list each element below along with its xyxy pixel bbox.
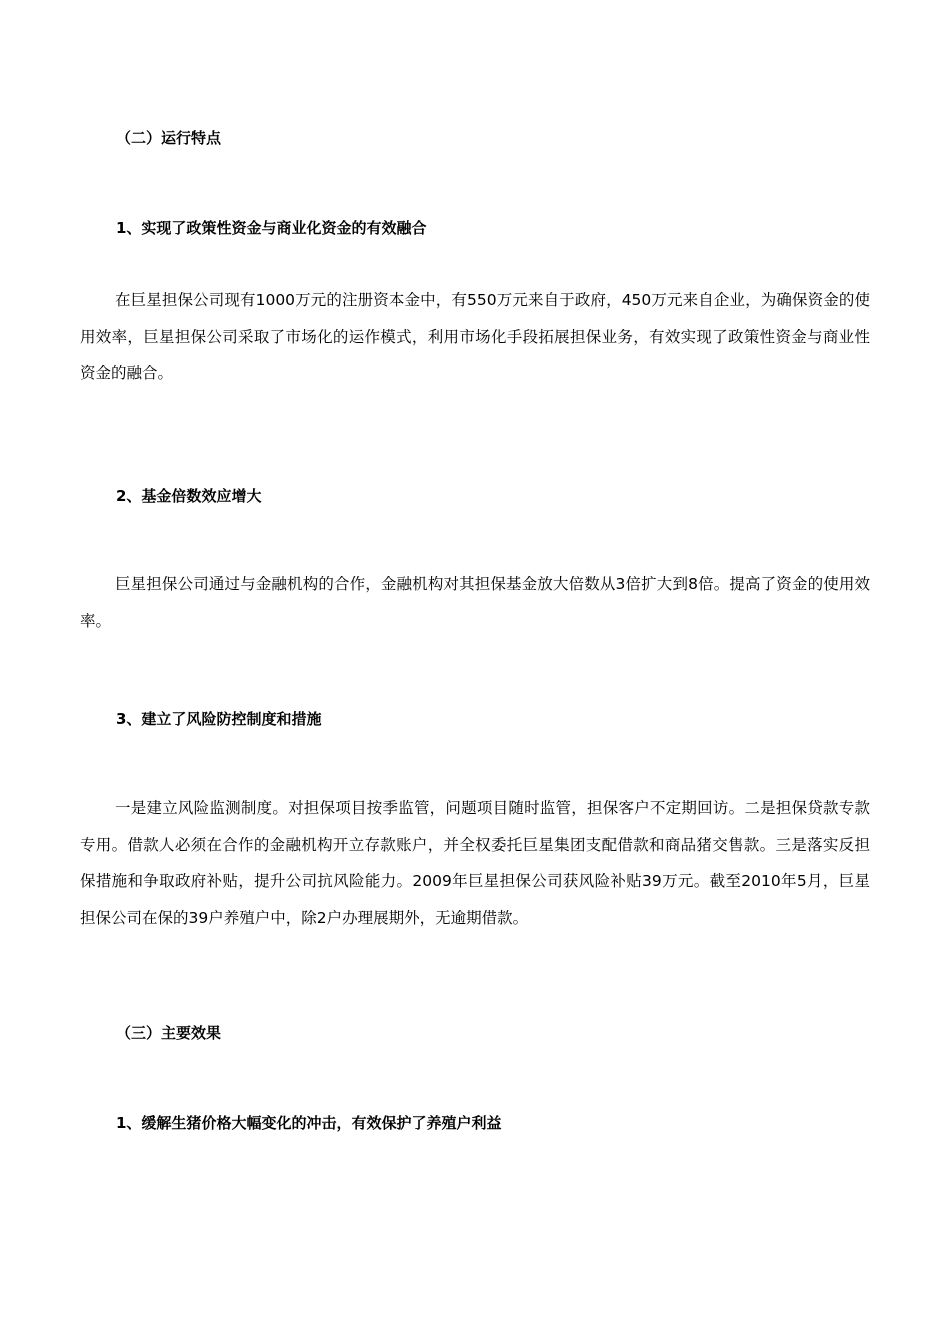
subheading-price-shock: 1、缓解生猪价格大幅变化的冲击，有效保护了养殖户利益 xyxy=(116,1114,502,1132)
subheading-fund-multiplier: 2、基金倍数效应增大 xyxy=(116,487,262,505)
paragraph-fund-multiplier: 巨星担保公司通过与金融机构的合作，金融机构对其担保基金放大倍数从3倍扩大到8倍。提高了资金的使用效率。 xyxy=(80,575,870,630)
subheading-risk-control: 3、建立了风险防控制度和措施 xyxy=(116,710,322,728)
paragraph-fund-integration: 在巨星担保公司现有1000万元的注册资本金中，有550万元来自于政府，450万元来自企业，为确保资金的使用效率，巨星担保公司采取了市场化的运作模式，利用市场化手段拓展担保业务，有效实现了政策性资金与商业性资金的融合。 xyxy=(80,291,870,382)
subheading-fund-integration: 1、实现了政策性资金与商业化资金的有效融合 xyxy=(116,219,427,237)
section-title-main-effects: （三）主要效果 xyxy=(116,1024,222,1042)
paragraph-risk-control: 一是建立风险监测制度。对担保项目按季监管，问题项目随时监管，担保客户不定期回访。二是担保贷款专款专用。借款人必须在合作的金融机构开立存款账户，并全权委托巨星集团支配借款和商品猪交售款。三是落实反担保措施和争取政府补贴，提升公司抗风险能力。2009年巨星担保公司获风险补贴39万元。截至2010年5月，巨星担保公司在保的39户养殖户中，除2户办理展期外，无逾期借款。 xyxy=(80,799,870,927)
section-title-operating-features: （二）运行特点 xyxy=(116,129,222,147)
